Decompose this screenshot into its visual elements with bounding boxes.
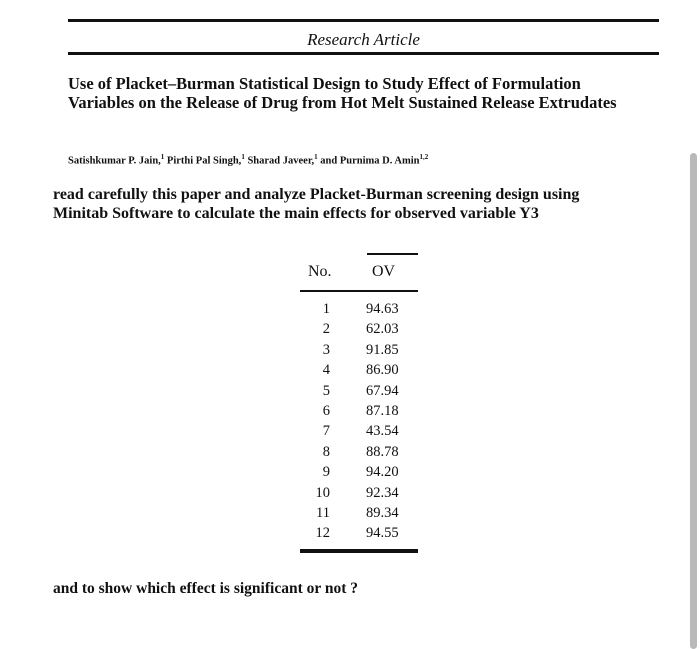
journal-section-label: Research Article (307, 30, 420, 49)
column-header-no: No. (308, 263, 332, 280)
author-affiliation: 1 (160, 153, 165, 161)
author-affiliation: 1 (241, 153, 245, 161)
row-number: 1 (322, 301, 330, 317)
row-number: 4 (322, 362, 330, 379)
row-ov-value: 91.85 (366, 341, 399, 358)
paper-title (68, 75, 668, 112)
author-name: Pirthi Pal Singh, (166, 155, 242, 167)
row-number: 11 (316, 504, 330, 521)
question-line-1: read carefully this paper and analyze Placket-Burman screening design using (53, 186, 580, 203)
row-ov-value: 87.18 (366, 402, 399, 419)
row-number: 10 (315, 484, 330, 501)
table-row (300, 523, 418, 543)
table-bottom-rule (300, 549, 418, 553)
row-number: 3 (322, 341, 330, 358)
table-row (300, 421, 418, 441)
table-row (300, 340, 418, 360)
table-top-rule (367, 253, 418, 255)
row-number: 2 (322, 321, 330, 338)
row-ov-value: 94.20 (366, 464, 399, 481)
table-row (300, 360, 418, 380)
row-ov-value: 43.54 (366, 423, 399, 440)
row-ov-value: 92.34 (366, 484, 399, 501)
row-number: 8 (322, 443, 330, 460)
table-header-rule (300, 290, 418, 292)
paper-title-line-1: Use of Placket–Burman Statistical Design to Study Effect of Formulation (68, 74, 581, 93)
table-row (300, 299, 418, 319)
row-ov-value: 67.94 (366, 382, 399, 399)
table-row (300, 319, 418, 339)
row-ov-value: 89.34 (366, 504, 399, 521)
column-header-ov: OV (372, 263, 396, 280)
row-number: 6 (322, 402, 330, 419)
author-name: and Purnima D. Amin (320, 155, 420, 167)
header-rule-top (68, 19, 659, 22)
paper-title-line-2: Variables on the Release of Drug from Hot Melt Sustained Release Extrudates (68, 92, 617, 112)
author-name: Satishkumar P. Jain, (68, 155, 161, 167)
row-number: 5 (322, 382, 330, 399)
row-ov-value: 86.90 (366, 362, 399, 379)
row-ov-value: 94.55 (366, 525, 399, 542)
author-affiliation: 1,2 (419, 153, 429, 161)
row-number: 7 (322, 423, 330, 440)
author-name: Sharad Javeer, (247, 155, 315, 167)
table-row (300, 442, 418, 462)
table-row (300, 401, 418, 421)
row-ov-value: 94.63 (366, 301, 399, 317)
table-row (300, 503, 418, 523)
table-row (300, 483, 418, 503)
table-row (300, 462, 418, 482)
table-header-row (300, 263, 418, 287)
closing-question: and to show which effect is significant or not ? (53, 580, 358, 597)
author-list (68, 150, 628, 169)
header-rule-bottom (68, 52, 659, 55)
table-body (300, 299, 418, 544)
row-number: 12 (315, 525, 330, 542)
table-row (300, 381, 418, 401)
row-number: 9 (322, 464, 330, 481)
question-line-2: Minitab Software to calculate the main effects for observed variable Y3 (53, 205, 539, 222)
author-affiliation: 1 (314, 153, 318, 161)
vertical-scrollbar[interactable] (690, 153, 697, 649)
row-ov-value: 88.78 (366, 443, 399, 460)
row-ov-value: 62.03 (366, 321, 399, 338)
question-prompt (53, 185, 673, 223)
